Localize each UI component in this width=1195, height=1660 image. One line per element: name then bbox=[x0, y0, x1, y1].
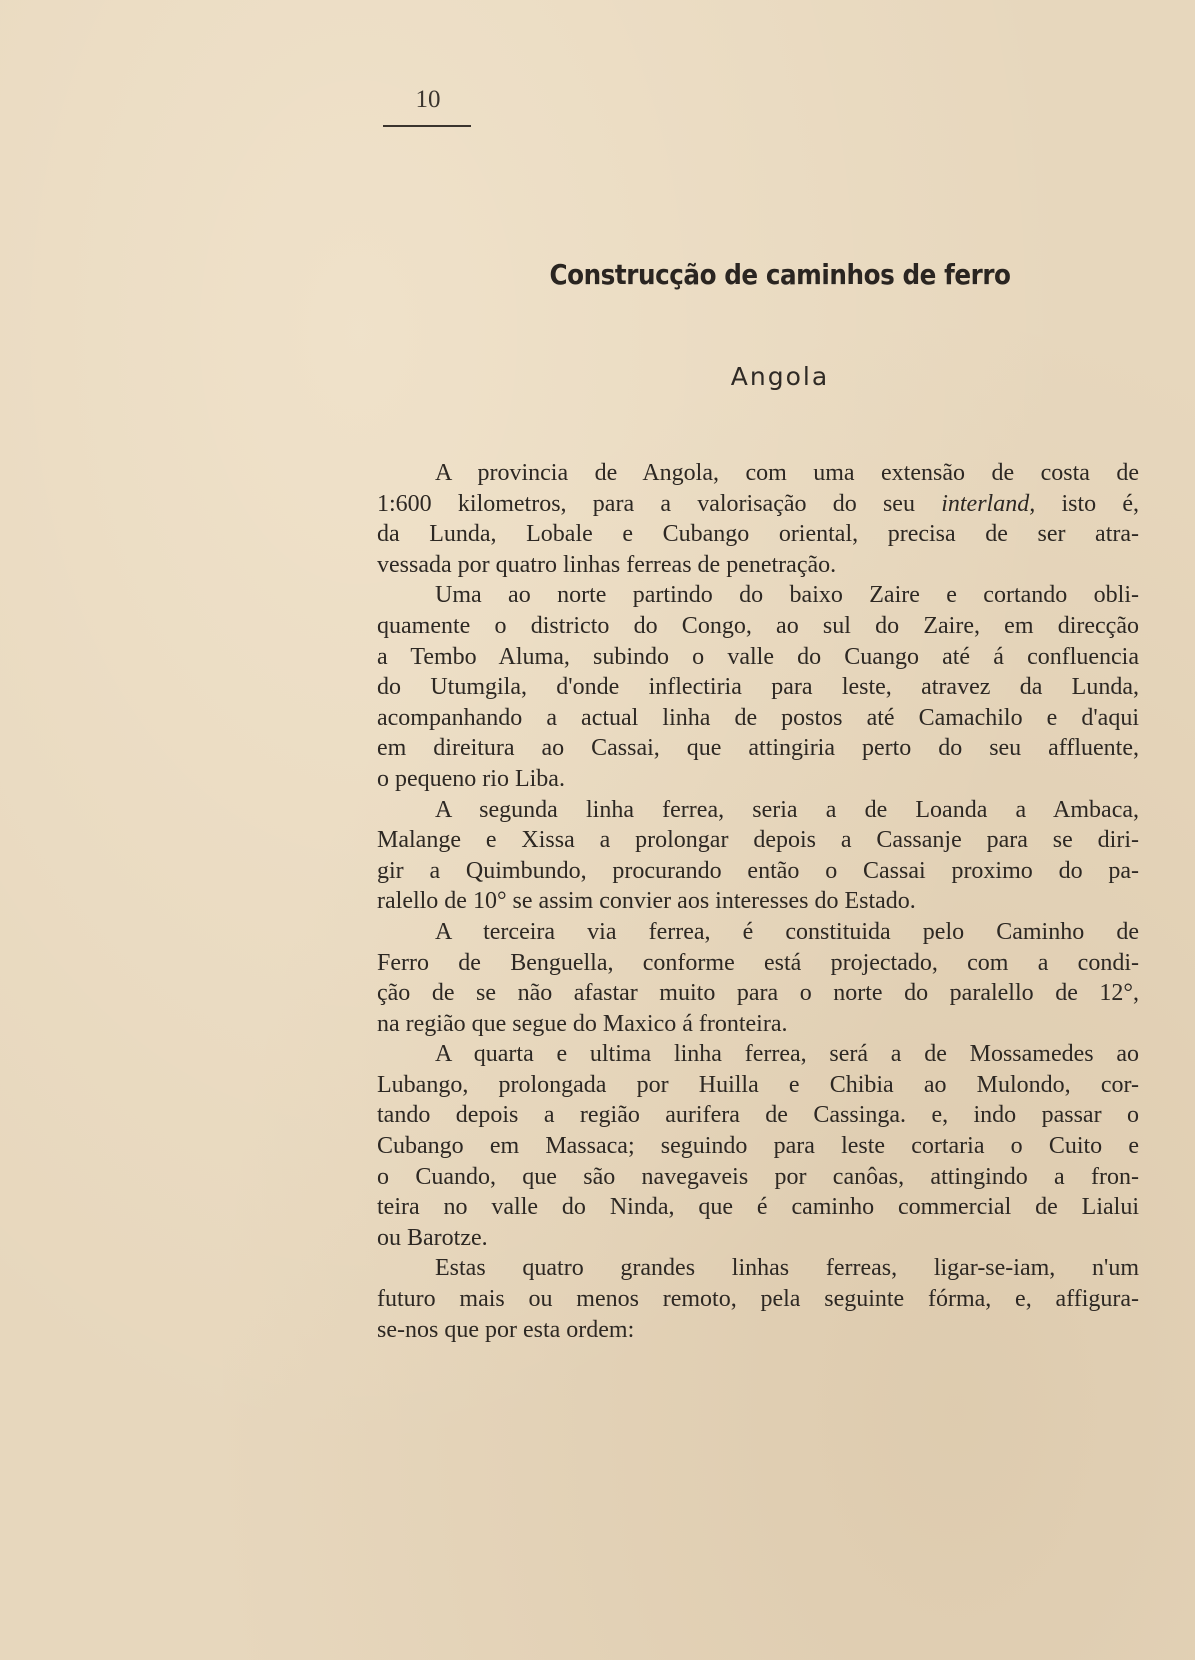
text-line: quamente o districto do Congo, ao sul do Zaire, em direcção bbox=[377, 612, 1139, 639]
text-line: acompanhando a actual linha de postos até Camachilo e d'aqui bbox=[377, 704, 1139, 731]
text-line: o Cuando, que são navegaveis por canôas, attingindo a fron- bbox=[377, 1163, 1139, 1190]
text-line: vessada por quatro linhas ferreas de penetração. bbox=[377, 551, 837, 578]
text-line bbox=[377, 489, 1139, 520]
text-line: A quarta e ultima linha ferrea, será a de Mossamedes ao bbox=[435, 1041, 1139, 1068]
text-line: gir a Quimbundo, procurando então o Cassai proximo do pa- bbox=[377, 857, 1139, 884]
text-line: o pequeno rio Liba. bbox=[377, 765, 565, 792]
text-line: em direitura ao Cassai, que attingiria perto do seu affluente, bbox=[377, 735, 1139, 762]
text-line: a Tembo Aluma, subindo o valle do Cuango até á confluencia bbox=[377, 643, 1139, 670]
text-fragment: 1:600 kilometros, para a valorisação do seu bbox=[377, 490, 915, 517]
text-line: A terceira via ferrea, é constituida pelo Caminho de bbox=[435, 918, 1139, 945]
italic-term: interland, bbox=[941, 490, 1036, 517]
text-line: Malange e Xissa a prolongar depois a Cassanje para se diri- bbox=[377, 827, 1139, 854]
section-subtitle: Angola bbox=[730, 362, 830, 391]
text-line: tando depois a região aurifera de Cassinga. e, indo passar o bbox=[377, 1102, 1139, 1129]
text-line: futuro mais ou menos remoto, pela seguinte fórma, e, affigura- bbox=[377, 1286, 1139, 1313]
text-line: Cubango em Massaca; seguindo para leste cortaria o Cuito e bbox=[377, 1133, 1139, 1160]
text-line: na região que segue do Maxico á fronteira. bbox=[377, 1010, 788, 1037]
text-line: Lubango, prolongada por Huilla e Chibia ao Mulondo, cor- bbox=[377, 1071, 1139, 1098]
text-line: Uma ao norte partindo do baixo Zaire e cortando obli- bbox=[435, 582, 1139, 609]
text-fragment: isto é, bbox=[1035, 490, 1140, 517]
section-title: Construcção de caminhos de ferro bbox=[549, 258, 1011, 291]
body-text bbox=[377, 458, 1139, 1345]
text-line: se-nos que por esta ordem: bbox=[377, 1316, 635, 1343]
text-line: do Utumgila, d'onde inflectiria para leste, atravez da Lunda, bbox=[377, 674, 1139, 701]
text-line: Ferro de Benguella, conforme está projectado, com a condi- bbox=[377, 949, 1139, 976]
text-line: ção de se não afastar muito para o norte do paralello de 12°, bbox=[377, 980, 1139, 1007]
page-number: 10 bbox=[415, 86, 441, 113]
text-line: ou Barotze. bbox=[377, 1224, 488, 1251]
text-line: Estas quatro grandes linhas ferreas, ligar-se-iam, n'um bbox=[435, 1255, 1139, 1282]
text-line: da Lunda, Lobale e Cubango oriental, precisa de ser atra- bbox=[377, 521, 1139, 548]
text-line: A segunda linha ferrea, seria a de Loanda a Ambaca, bbox=[435, 796, 1139, 823]
text-line: teira no valle do Ninda, que é caminho commercial de Lialui bbox=[377, 1194, 1139, 1221]
text-line: A provincia de Angola, com uma extensão de costa de bbox=[435, 460, 1139, 486]
page-number-rule bbox=[383, 125, 471, 127]
text-line: ralello de 10° se assim convier aos interesses do Estado. bbox=[377, 888, 916, 915]
